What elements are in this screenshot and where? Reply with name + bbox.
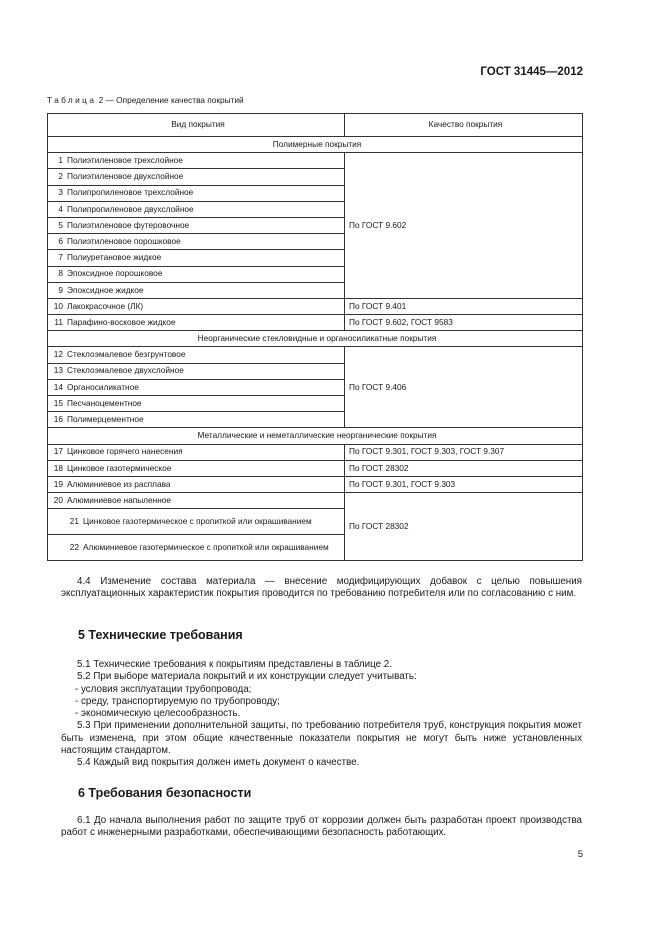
paragraph-6-1: 6.1 До начала выполнения работ по защите труб от коррозии должен быть разработан проект производства работ с инженерными разработками, обеспечивающими безопасность работающих. <box>61 815 582 839</box>
paragraph-5-3: 5.3 При применении дополнительной защиты, по требованию потребителя труб, конструкция покрытия может быть изменена, при этом общие качественные показатели покрытия не могут быть ниже установленных настоящим стандартом. <box>61 720 582 757</box>
coating-type: 10 Лакокрасочное (ЛК) <box>48 298 345 314</box>
coating-quality: По ГОСТ 9.602 <box>345 153 583 299</box>
page-number: 5 <box>577 849 583 860</box>
section-6-title: 6 Требования безопасности <box>78 786 252 800</box>
coating-type: 2 Полиэтиленовое двухслойное <box>48 169 345 185</box>
group-title-polymer: Полимерные покрытия <box>48 137 583 153</box>
list-item: - условия эксплуатации трубопровода; <box>75 683 252 695</box>
coating-quality: По ГОСТ 9.301, ГОСТ 9.303 <box>345 476 583 492</box>
col-header-quality: Качество покрытия <box>345 114 583 137</box>
coating-type: 6 Полиэтиленовое порошковое <box>48 234 345 250</box>
coating-type: 1 Полиэтиленовое трехслойное <box>48 153 345 169</box>
section-5-body <box>61 659 582 770</box>
paragraph-5-4: 5.4 Каждый вид покрытия должен иметь документ о качестве. <box>77 757 360 769</box>
coating-type: 22 Алюминиевое газотермическое с пропиткой или окрашиванием <box>48 535 345 561</box>
document-code: ГОСТ 31445—2012 <box>480 66 583 78</box>
coating-type: 20 Алюминиевое напыленное <box>48 493 345 509</box>
paragraph-5-1: 5.1 Технические требования к покрытиям представлены в таблице 2. <box>77 659 392 670</box>
coating-type: 15 Песчаноцементное <box>48 396 345 412</box>
section-6-body <box>61 815 582 840</box>
table-caption-word: Таблица <box>47 95 97 105</box>
table-caption <box>47 95 244 105</box>
table-row <box>48 315 583 331</box>
group-title-metallic: Металлические и неметаллические неорганические покрытия <box>48 428 583 444</box>
coating-type: 17 Цинковое горячего нанесения <box>48 444 345 460</box>
coating-quality: По ГОСТ 28302 <box>345 493 583 561</box>
coating-quality: По ГОСТ 28302 <box>345 460 583 476</box>
table-row <box>48 444 583 460</box>
coating-type: 9 Эпоксидное жидкое <box>48 282 345 298</box>
table-row <box>48 298 583 314</box>
coating-type: 3 Полипропиленовое трехслойное <box>48 185 345 201</box>
col-header-type: Вид покрытия <box>48 114 345 137</box>
coating-quality: По ГОСТ 9.602, ГОСТ 9583 <box>345 315 583 331</box>
table-row <box>48 476 583 492</box>
paragraph-4-4-block <box>61 576 582 601</box>
coating-quality: По ГОСТ 9.301, ГОСТ 9.303, ГОСТ 9.307 <box>345 444 583 460</box>
table-header-row <box>48 114 583 137</box>
table-row <box>48 493 583 509</box>
coating-quality-table <box>47 113 583 561</box>
table-row <box>48 347 583 363</box>
coating-type: 5 Полиэтиленовое футеровочное <box>48 217 345 233</box>
group-row <box>48 137 583 153</box>
coating-type: 8 Эпоксидное порошковое <box>48 266 345 282</box>
section-5-title: 5 Технические требования <box>78 628 243 642</box>
coating-type: 16 Полимерцементное <box>48 412 345 428</box>
coating-type: 13 Стеклоэмалевое двухслойное <box>48 363 345 379</box>
group-row <box>48 331 583 347</box>
coating-type: 14 Органосиликатное <box>48 379 345 395</box>
list-item: - среду, транспортируемую по трубопроводу; <box>75 695 280 707</box>
coating-type: 11 Парафино-восковое жидкое <box>48 315 345 331</box>
list-item: - экономическую целесообразность. <box>75 708 241 720</box>
paragraph-4-4: 4.4 Изменение состава материала — внесение модифицирующих добавок с целью повышения эксплуатационных характеристик покрытия проводится по требованию потребителя или по согласованию с ним. <box>61 576 582 600</box>
paragraph-5-2: 5.2 При выборе материала покрытий и их конструкции следует учитывать: <box>77 671 417 683</box>
coating-type: 21 Цинковое газотермическое с пропиткой или окрашиванием <box>48 509 345 535</box>
coating-type: 7 Полиуретановое жидкое <box>48 250 345 266</box>
coating-type: 18 Цинковое газотермическое <box>48 460 345 476</box>
table-row <box>48 460 583 476</box>
group-title-inorganic-glass: Неорганические стекловидные и органосиликатные покрытия <box>48 331 583 347</box>
coating-type: 4 Полипропиленовое двухслойное <box>48 201 345 217</box>
table-row <box>48 153 583 169</box>
coating-type: 19 Алюминиевое из расплава <box>48 476 345 492</box>
coating-quality: По ГОСТ 9.406 <box>345 347 583 428</box>
group-row <box>48 428 583 444</box>
coating-quality: По ГОСТ 9.401 <box>345 298 583 314</box>
coating-type: 12 Стеклоэмалевое безгрунтовое <box>48 347 345 363</box>
table-caption-rest: 2 — Определение качества покрытий <box>98 95 244 105</box>
